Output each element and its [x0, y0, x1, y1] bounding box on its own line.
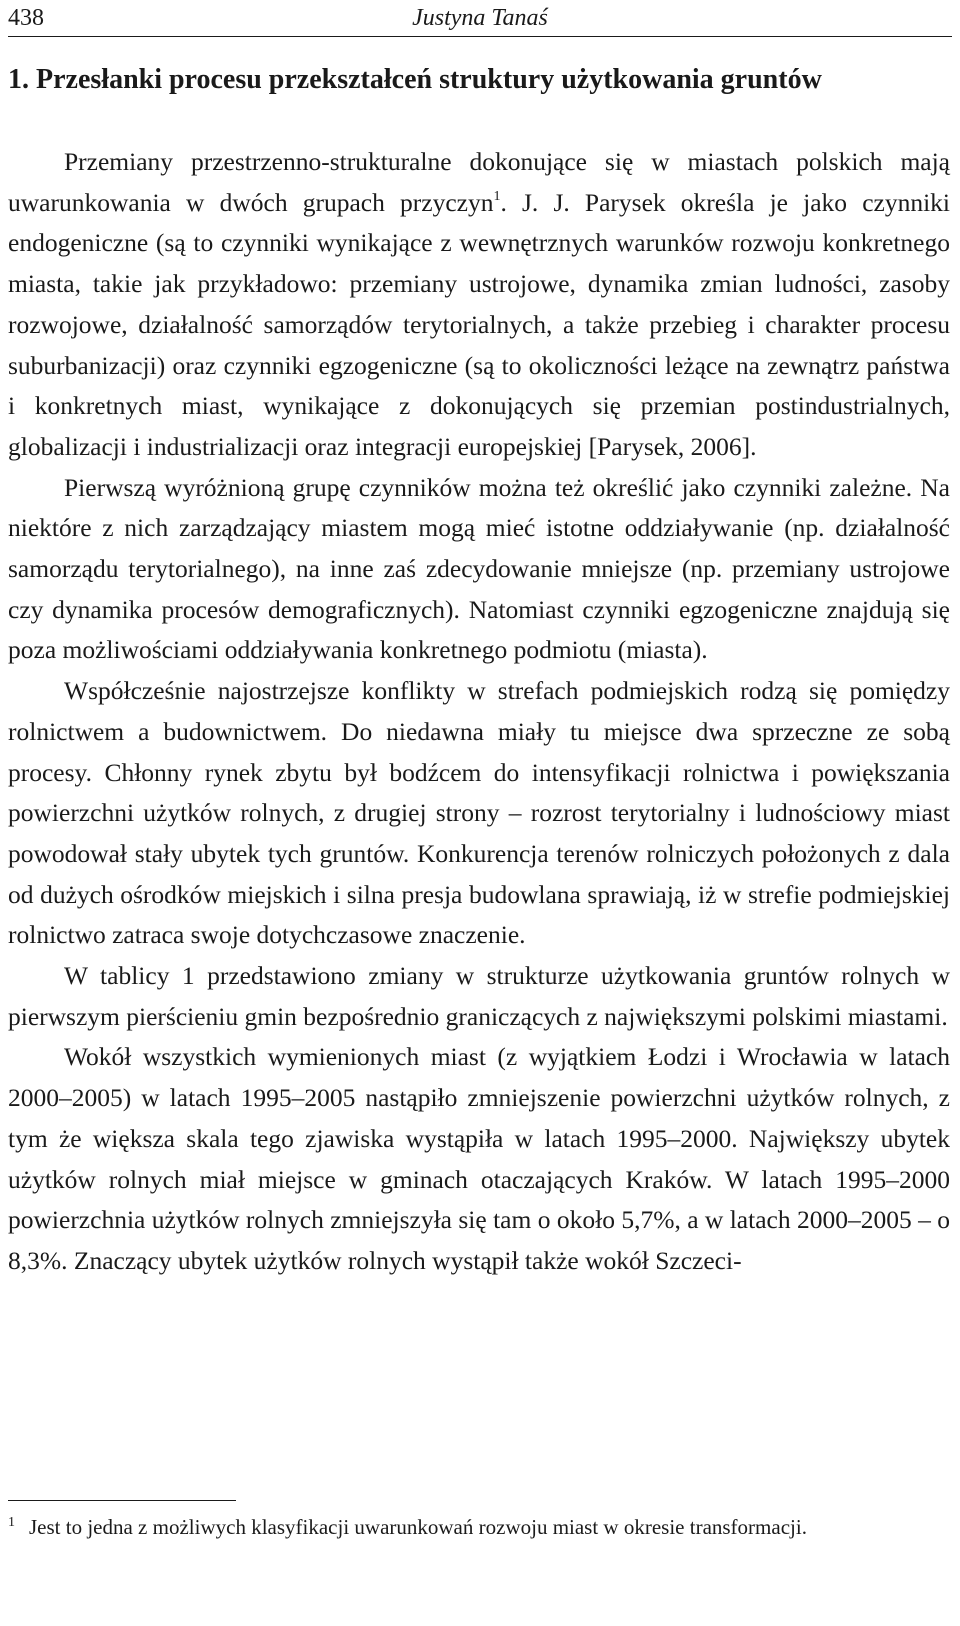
footnote-rule — [8, 1500, 236, 1501]
paragraph-4: W tablicy 1 przedstawiono zmiany w strukturze użytkowania gruntów rolnych w pierwszym pierścieniu gmin bezpośrednio graniczących z największymi polskimi miastami. — [8, 961, 950, 1031]
body-text — [8, 142, 950, 1282]
paragraph-1-continuation: . J. J. Parysek określa je jako czynniki endogeniczne (są to czynniki wynikające z wewnętrznych warunków rozwoju konkretnego miasta, takie jak przykładowo: przemiany ustrojowe, dynamika zmian ludności, zasoby rozwojowe, działalność samorządów terytorialnych, a także przebieg i charakter procesu suburbanizacji) oraz czynniki egzogeniczne (są to okoliczności leżące na zewnątrz państwa i konkretnych miast, wynikające z dokonujących się przemian postindustrialnych, globalizacji i industrializacji oraz integracji europejskiej [Parysek, 2006]. — [8, 187, 951, 461]
footnote-reference[interactable]: 1 — [493, 188, 501, 204]
footnote-text: Jest to jedna z możliwych klasyfikacji uwarunkowań rozwoju miast w okresie transformacji. — [29, 1515, 807, 1539]
header-rule — [8, 36, 952, 37]
running-head-author: Justyna Tanaś — [412, 5, 548, 31]
running-header — [8, 2, 952, 34]
footnote-mark: 1 — [8, 1515, 15, 1530]
footnote — [8, 1508, 948, 1542]
section-heading: 1. Przesłanki procesu przekształceń struktury użytkowania gruntów — [8, 64, 822, 95]
paragraph-5: Wokół wszystkich wymienionych miast (z wyjątkiem Łodzi i Wrocławia w latach 2000–2005) w latach 1995–2005 nastąpiło zmniejszenie powierzchni użytków rolnych, z tym że większa skala tego zjawiska wystąpiła w latach 1995–2000. Największy ubytek użytków rolnych miał miejsce w gminach otaczających Kraków. W latach 1995–2000 powierzchnia użytków rolnych zmniejszyła się tam o około 5,7%, a w latach 2000–2005 – o 8,3%. Znaczący ubytek użytków rolnych wystąpił także wokół Szczeci- — [8, 1042, 950, 1275]
paragraph-1-text: Przemiany przestrzenno-strukturalne dokonujące się w miastach polskich mają uwarunkowania w dwóch grupach przyczyn — [8, 147, 950, 217]
paragraph-2: Pierwszą wyróżnioną grupę czynników można też określić jako czynniki zależne. Na niektóre z nich zarządzający miastem mogą mieć istotne oddziaływanie (np. działalność samorządu terytorialnego), na inne zaś zdecydowanie mniejsze (np. przemiany ustrojowe czy dynamika procesów demograficznych). Natomiast czynniki egzogeniczne znajdują się poza możliwościami oddziaływania konkretnego podmiotu (miasta). — [8, 472, 950, 665]
paragraph-3: Współcześnie najostrzejsze konflikty w strefach podmiejskich rodzą się pomiędzy rolnictwem a budownictwem. Do niedawna miały tu miejsce dwa sprzeczne ze sobą procesy. Chłonny rynek zbytu był bodźcem do intensyfikacji rolnictwa i powiększania powierzchni użytków rolnych, z drugiej strony – rozrost terytorialny i ludnościowy miast powodował stały ubytek tych gruntów. Konkurencja terenów rolniczych położonych z dala od dużych ośrodków miejskich i silna presja budowlana sprawiają, iż w strefie podmiejskiej rolnictwo zatraca swoje dotychczasowe znaczenie. — [8, 676, 950, 950]
page-number: 438 — [8, 5, 44, 31]
paragraph-1 — [8, 142, 950, 468]
